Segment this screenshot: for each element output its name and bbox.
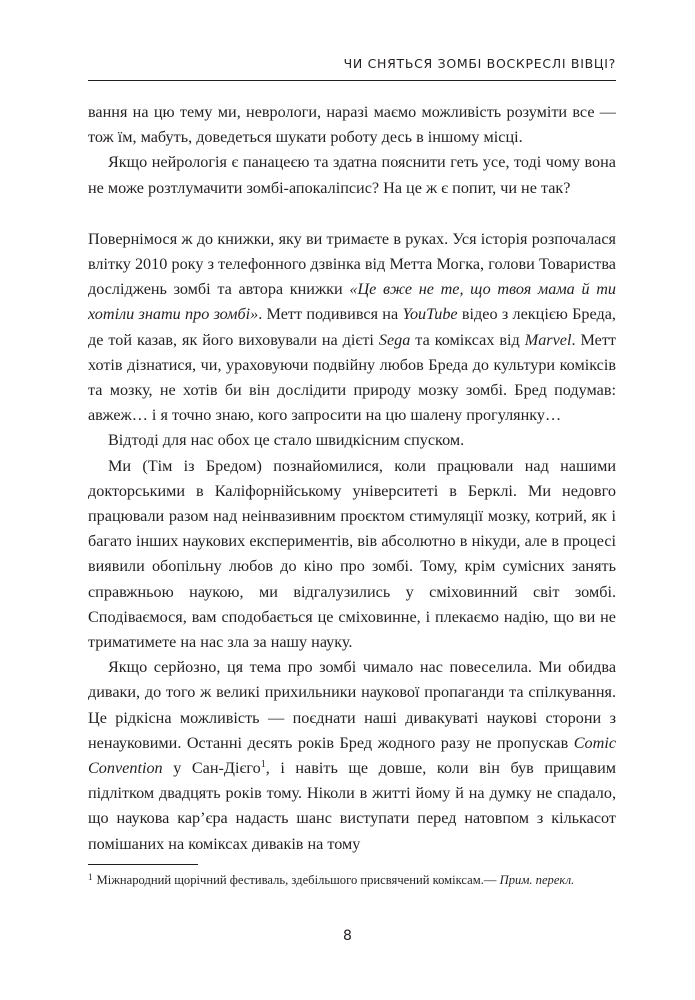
paragraph — [88, 150, 616, 200]
text-run: відео з лекцією Бреда, де той казав, як його виховували на дієті — [88, 305, 616, 349]
text-run: Ми (Тім із Бредом) познайомилися, коли працювали над нашими докторськими в Каліфорнійському університеті в Берклі. Ми недовго працювали разом над неінвазивним проєктом стимуляції мозку, котрий, як і багато інших наукових експериментів, вів абсолютно в нікуди, але в процесі виявили обопільну любов до кіно про зомбі. Тому, крім сумісних занять справжньою наукою, ми відгалузились у сміховинний світ зомбі. Сподіваємося, вам сподобається це сміховинне, і плекаємо надію, що ви не триматимете на нас зла за нашу науку. — [88, 456, 616, 652]
italic-run: «Це вже не те, що твоя мама й ти хотіли знати про зомбі» — [88, 280, 616, 324]
paragraph — [88, 100, 616, 150]
section-break — [88, 201, 616, 227]
text-run: , і навіть ще довше, коли він був прищавим підлітком двадцять років тому. Ніколи в житті йому й на думку не спадало, що наукова кар’єра надасть шанс виступати перед натовпом з кількасот помішаних на коміксах диваків на тому — [88, 759, 616, 853]
footnote — [88, 868, 616, 889]
text-run: . Метт хотів дізнатися, чи, ураховуючи подвійну любов Бреда до культури коміксів та мозку, не хотів би він дослідити природу мозку зомбі. Бред подумав: авжеж… і я точно знаю, кого запросити на цю шалену прогулянку… — [88, 330, 616, 425]
text-run: Повернімося ж до книжки, яку ви тримаєте в руках. Уся історія розпочалася влітку 2010 року з телефонного дзвінка від Метта Могка, голови Товариства досліджень зомбі та автора книжки — [88, 229, 616, 299]
footnote-rule — [88, 864, 198, 865]
body-text — [88, 100, 616, 857]
italic-run: Sega — [378, 330, 411, 349]
paragraph — [88, 428, 616, 453]
footnote-ref: 1 — [260, 759, 266, 771]
text-run: та коміксах від — [410, 330, 525, 349]
text-run: Відтоді для нас обох це стало швидкісним спуском. — [108, 431, 465, 450]
running-head: ЧИ СНЯТЬСЯ ЗОМБІ ВОСКРЕСЛІ ВІВЦІ? — [343, 56, 616, 71]
text-run: Якщо нейрологія є панацеєю та здатна пояснити геть усе, тоді чому вона не може розтлумачити зомбі-апокаліпсис? На це ж є попит, чи не так? — [88, 153, 616, 197]
footnote-text: Міжнародний щорічний фестиваль, здебільшого присвячений коміксам.— — [96, 873, 500, 887]
footnote-number: 1 — [88, 872, 93, 882]
text-run: . Метт подивився на — [258, 305, 403, 324]
text-run: вання на цю тему ми, неврологи, наразі маємо можливість розуміти все — тож їм, мабуть, доведеться шукати роботу десь в іншому місці. — [88, 103, 616, 147]
italic-run: Comic Convention — [88, 733, 616, 778]
italic-run: YouTube — [402, 305, 458, 324]
text-run: у Сан-Дієго — [162, 759, 261, 778]
paragraph — [88, 655, 616, 857]
header-rule — [88, 80, 616, 81]
italic-run: Marvel — [524, 330, 572, 349]
text-run: Якщо серйозно, ця тема про зомбі чимало нас повеселила. Ми обидва диваки, до того ж великі прихильники наукової пропаганди та спілкування. Це рідкісна можливість — поєднати наші дивакуваті наукові сторони з ненауковими. Останні десять років Бред жодного разу не пропускав — [88, 658, 616, 752]
paragraph — [88, 227, 616, 429]
paragraph — [88, 454, 616, 656]
footnote-italic: Прим. перекл. — [499, 873, 575, 887]
page-number: 8 — [343, 928, 352, 944]
